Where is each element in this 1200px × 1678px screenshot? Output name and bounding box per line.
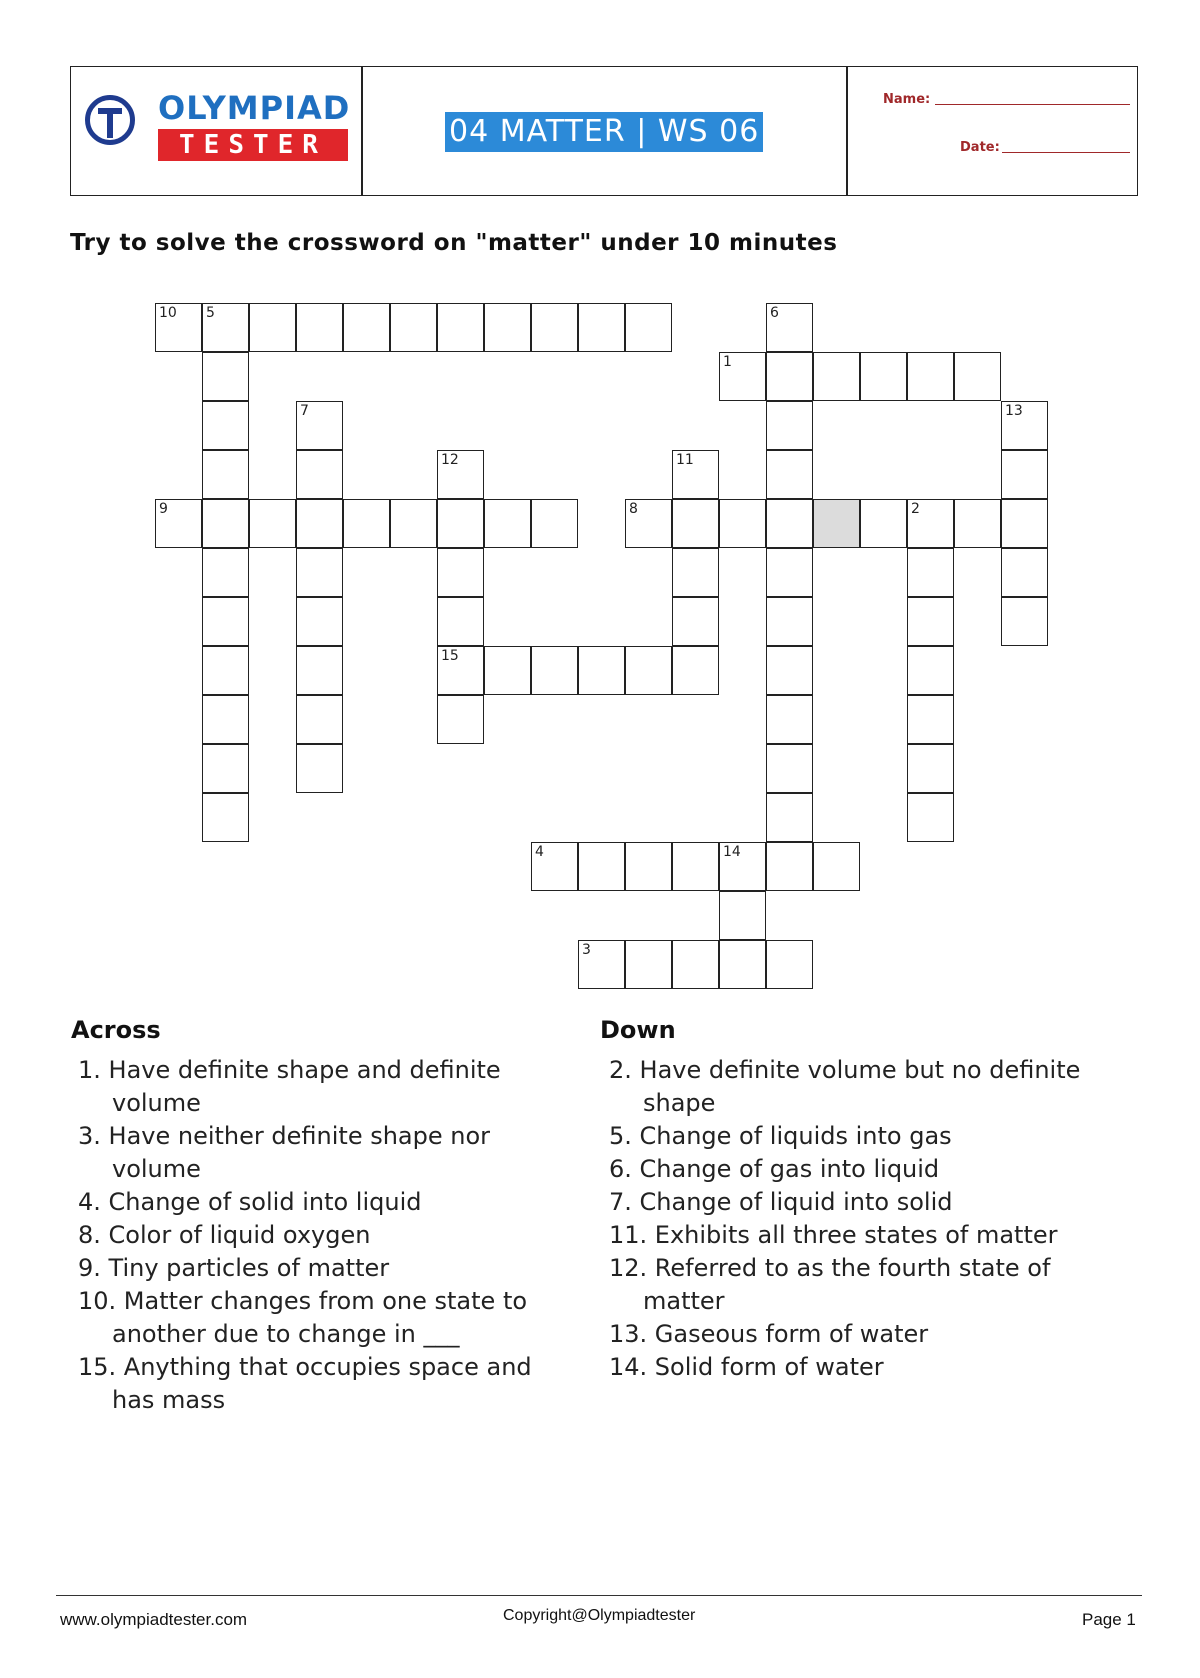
- clue-number: 15: [441, 648, 459, 664]
- crossword-cell[interactable]: [390, 499, 437, 548]
- crossword-cell[interactable]: [672, 548, 719, 597]
- crossword-cell[interactable]: [202, 450, 249, 499]
- crossword-cell[interactable]: [625, 499, 672, 548]
- crossword-cell[interactable]: [202, 352, 249, 401]
- crossword-cell[interactable]: [296, 401, 343, 450]
- crossword-cell[interactable]: [672, 842, 719, 891]
- crossword-cell[interactable]: [202, 744, 249, 793]
- down-clue: 2. Have definite volume but no definite shape: [609, 1056, 1081, 1117]
- crossword-cell[interactable]: [719, 891, 766, 940]
- crossword-cell[interactable]: [1001, 450, 1048, 499]
- crossword-cell[interactable]: [390, 303, 437, 352]
- crossword-cell[interactable]: [484, 646, 531, 695]
- clue-number: 12: [441, 452, 459, 468]
- clue-number: 11: [676, 452, 694, 468]
- clue-number: 8: [629, 501, 638, 517]
- crossword-cell[interactable]: [249, 303, 296, 352]
- crossword-cell[interactable]: [766, 744, 813, 793]
- clue-number: 3: [582, 942, 591, 958]
- crossword-cell[interactable]: [437, 548, 484, 597]
- crossword-cell[interactable]: [860, 499, 907, 548]
- crossword-cell[interactable]: [296, 499, 343, 548]
- crossword-cell[interactable]: [907, 352, 954, 401]
- crossword-cell[interactable]: [766, 793, 813, 842]
- footer-website[interactable]: www.olympiadtester.com: [60, 1610, 248, 1629]
- crossword-cell[interactable]: [719, 352, 766, 401]
- crossword-cell[interactable]: [954, 352, 1001, 401]
- across-clue-list: [72, 1054, 572, 1417]
- crossword-cell[interactable]: [343, 499, 390, 548]
- clue-number: 6: [770, 305, 779, 321]
- crossword-cell[interactable]: [766, 597, 813, 646]
- footer-page-number: Page 1: [1082, 1610, 1136, 1629]
- crossword-cell[interactable]: [484, 303, 531, 352]
- clue-number: 7: [300, 403, 309, 419]
- clue-number: 14: [723, 844, 741, 860]
- crossword-cell[interactable]: [766, 352, 813, 401]
- crossword-cell[interactable]: [296, 597, 343, 646]
- crossword-cell[interactable]: [766, 499, 813, 548]
- crossword-cell[interactable]: [578, 842, 625, 891]
- down-clue: 14. Solid form of water: [609, 1353, 884, 1381]
- crossword-cell[interactable]: [202, 548, 249, 597]
- crossword-cell[interactable]: [155, 303, 202, 352]
- crossword-cell[interactable]: [202, 303, 249, 352]
- crossword-cell[interactable]: [766, 401, 813, 450]
- crossword-cell[interactable]: [578, 646, 625, 695]
- logo-word1: OLYMPIAD: [158, 89, 351, 127]
- crossword-cell[interactable]: [672, 646, 719, 695]
- crossword-cell[interactable]: [1001, 401, 1048, 450]
- crossword-cell[interactable]: [484, 499, 531, 548]
- crossword-cell[interactable]: [1001, 499, 1048, 548]
- date-label: Date:: [960, 140, 1000, 155]
- crossword-cell[interactable]: [719, 940, 766, 989]
- footer-copyright: Copyright@Olympiadtester: [503, 1607, 696, 1624]
- crossword-cell[interactable]: [766, 940, 813, 989]
- clue-number: 5: [206, 305, 215, 321]
- clue-number: 2: [911, 501, 920, 517]
- crossword-cell[interactable]: [954, 499, 1001, 548]
- crossword-cell[interactable]: [296, 303, 343, 352]
- down-clue: 7. Change of liquid into solid: [609, 1188, 953, 1216]
- down-clue: 6. Change of gas into liquid: [609, 1155, 940, 1183]
- crossword-cell[interactable]: [437, 303, 484, 352]
- instructions: Try to solve the crossword on "matter" under 10 minutes: [70, 230, 838, 256]
- crossword-cell[interactable]: [860, 352, 907, 401]
- crossword-cell[interactable]: [343, 303, 390, 352]
- clue-number: 13: [1005, 403, 1023, 419]
- crossword-cell[interactable]: [766, 695, 813, 744]
- crossword-cell[interactable]: [625, 842, 672, 891]
- clue-number: 10: [159, 305, 177, 321]
- crossword-cell[interactable]: [578, 940, 625, 989]
- crossword-cell[interactable]: [202, 499, 249, 548]
- across-clue: 4. Change of solid into liquid: [78, 1188, 422, 1216]
- name-label: Name:: [883, 92, 931, 107]
- across-clue: 8. Color of liquid oxygen: [78, 1221, 371, 1249]
- worksheet-title: 04 MATTER | WS 06: [445, 112, 763, 152]
- crossword-cell[interactable]: [766, 842, 813, 891]
- crossword-cell[interactable]: [813, 842, 860, 891]
- crossword-cell[interactable]: [625, 940, 672, 989]
- crossword-cell[interactable]: [907, 499, 954, 548]
- crossword-cell[interactable]: [437, 695, 484, 744]
- crossword-cell[interactable]: [766, 450, 813, 499]
- crossword-cell[interactable]: [907, 695, 954, 744]
- crossword-cell[interactable]: [437, 499, 484, 548]
- crossword-cell[interactable]: [625, 646, 672, 695]
- crossword-cell[interactable]: [1001, 597, 1048, 646]
- crossword-cell[interactable]: [202, 597, 249, 646]
- down-heading: Down: [600, 1016, 676, 1044]
- crossword-cell[interactable]: [531, 499, 578, 548]
- crossword-cell[interactable]: [202, 401, 249, 450]
- crossword-cell[interactable]: [625, 303, 672, 352]
- across-clue: 3. Have neither definite shape nor volume: [78, 1122, 491, 1183]
- crossword-cell[interactable]: [672, 499, 719, 548]
- crossword-cell[interactable]: [249, 499, 296, 548]
- crossword-cell[interactable]: [531, 646, 578, 695]
- crossword-cell[interactable]: [296, 695, 343, 744]
- down-clue: 11. Exhibits all three states of matter: [609, 1221, 1058, 1249]
- crossword-cell[interactable]: [578, 303, 625, 352]
- crossword-cell[interactable]: [531, 842, 578, 891]
- crossword-cell[interactable]: [672, 940, 719, 989]
- crossword-cell[interactable]: [766, 548, 813, 597]
- crossword-cell[interactable]: [672, 597, 719, 646]
- across-clue: 9. Tiny particles of matter: [78, 1254, 390, 1282]
- down-clue-list: [603, 1054, 1103, 1384]
- crossword-cell[interactable]: [437, 646, 484, 695]
- crossword-cell[interactable]: [766, 646, 813, 695]
- clue-number: 9: [159, 501, 168, 517]
- crossword-cell[interactable]: [296, 646, 343, 695]
- clue-number: 4: [535, 844, 544, 860]
- crossword-cell[interactable]: [907, 597, 954, 646]
- crossword-cell[interactable]: [202, 793, 249, 842]
- across-clue: 1. Have definite shape and definite volume: [78, 1056, 501, 1117]
- crossword-cell[interactable]: [1001, 548, 1048, 597]
- crossword-cell[interactable]: [719, 842, 766, 891]
- crossword-cell[interactable]: [296, 450, 343, 499]
- footer-divider: [56, 1595, 1142, 1596]
- crossword-cell[interactable]: [296, 744, 343, 793]
- crossword-cell[interactable]: [202, 695, 249, 744]
- logo-word2: TESTER: [158, 129, 348, 161]
- across-clue: 15. Anything that occupies space and has mass: [78, 1353, 532, 1414]
- clue-number: 1: [723, 354, 732, 370]
- crossword-cell[interactable]: [531, 303, 578, 352]
- crossword-cell[interactable]: [437, 597, 484, 646]
- crossword-cell[interactable]: [813, 352, 860, 401]
- across-heading: Across: [71, 1016, 161, 1044]
- crossword-cell[interactable]: [907, 744, 954, 793]
- down-clue: 12. Referred to as the fourth state of matter: [609, 1254, 1051, 1315]
- crossword-cell[interactable]: [202, 646, 249, 695]
- crossword-cell[interactable]: [155, 499, 202, 548]
- crossword-cell[interactable]: [296, 548, 343, 597]
- down-clue: 5. Change of liquids into gas: [609, 1122, 952, 1150]
- crossword-cell[interactable]: [813, 499, 860, 548]
- crossword-cell[interactable]: [907, 793, 954, 842]
- crossword-cell[interactable]: [437, 450, 484, 499]
- crossword-cell[interactable]: [907, 646, 954, 695]
- across-clue: 10. Matter changes from one state to another due to change in ___: [78, 1287, 528, 1348]
- crossword-cell[interactable]: [719, 499, 766, 548]
- crossword-cell[interactable]: [672, 450, 719, 499]
- crossword-cell[interactable]: [907, 548, 954, 597]
- crossword-cell[interactable]: [766, 303, 813, 352]
- down-clue: 13. Gaseous form of water: [609, 1320, 929, 1348]
